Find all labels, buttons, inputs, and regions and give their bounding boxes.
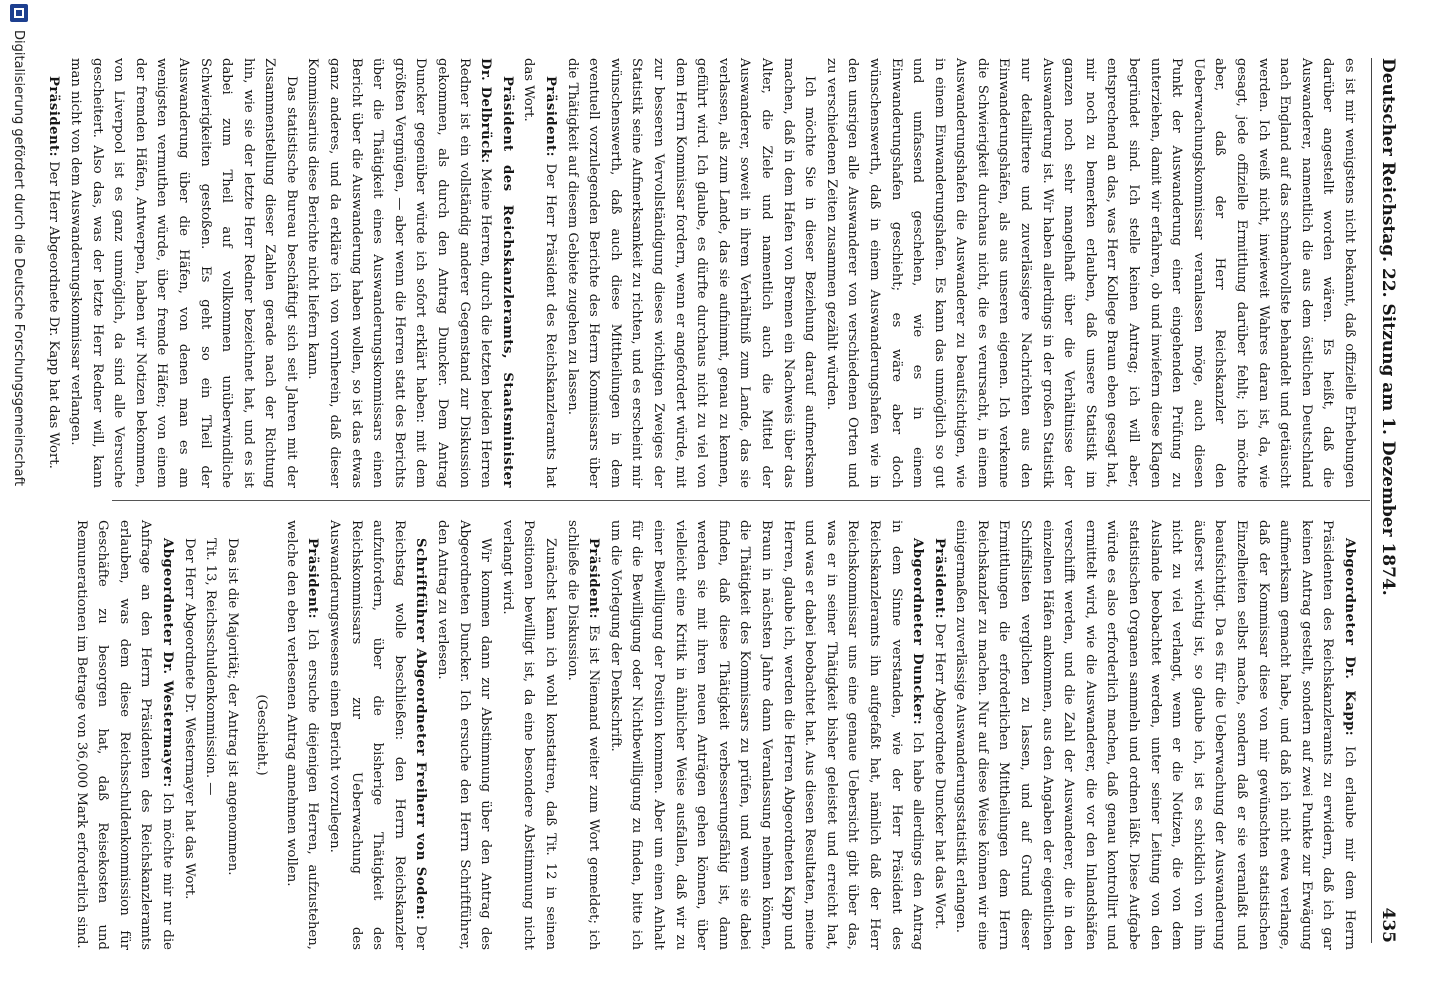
speech-text: Der Herr Abgeordnete Duncker hat das Wort. [931,623,947,930]
paragraph: Wir kommen dann zur Abstimmung über den Antrag des Abgeordneten Duncker. Ich ersuche den Herrn Schriftführer, den Antrag zu verlesen. [435,520,494,950]
speech-text: Es ist Niemand weiter zum Wort gemeldet; ich schließe die Diskussion. [564,520,602,950]
paragraph [928,520,950,950]
digitization-credit [4,0,34,1004]
page-number: 435 [1378,907,1398,943]
speaker-name: Abgeordneter Duncker: [910,538,926,726]
page-header [1376,58,1398,943]
stage-direction: (Geschieht.) [254,694,270,776]
speech-text: Der Herr Abgeordnete Dr. Kapp hat das Wort. [46,161,62,469]
speaker-name: Schriftführer Abgeordneter Freiherr von Soden: [413,538,429,921]
paragraph: Das ist die Majorität; der Antrag ist angenommen. [224,538,240,876]
paragraph [324,520,432,950]
paragraph: es ist mir wenigstens nicht bekannt, daß offizielle Erhebungen darüber angestellt worden wären. Es heißt, daß die Auswanderer, namentlich die aus dem östlichen Deutschland nach England auf das schmachvollste behandelt und getäuscht werden. Ich weiß nicht, inwieweit Wahres daran ist, da, wie gesagt, jede offizielle Ermittlung darüber fehlt; ich möchte aber, daß der Herr Reichskanzler den Ueberwachungskommissar veranlassen möge, auch diesen Punkt der Auswanderung einer eingehenden Prüfung zu unterziehen, damit wir erfahren, ob und inwiefern diese Klagen begründet sind. Ich stelle keinen Antrag; ich will aber, entsprechend an das, was Herr Kollege Braun eben gesagt hat, mir noch zu bemerken erlauben, daß unsere Statistik im ganzen noch sehr mangelhaft über die Verhältnisse der Auswanderung ist. Wir haben allerdings in der großen Statistik nur detaillirtere und zuverlässigere Nachrichten aus den Einwanderungshäfen, als aus unseren eigenen. Ich verkenne die Schwierigkeit durchaus nicht, die es verursacht, in einem Auswanderungshafen die Auswanderer zu beaufsichtigen, wie in einem Einwanderungshafen. Es kann das unmöglich so gut und umfassend geschehen, wie es in einem Einwanderungshafen geschieht; es wäre aber doch wünschenswerth, daß in einem Auswanderungshafen wie in den unsrigen alle Auswanderer von verschiedenen Orten und zu verschiedenen Zeiten zusammen gezählt würden. [823,58,1357,488]
paragraph [518,58,561,488]
dfg-logo-icon [10,4,28,22]
paragraph [70,520,178,950]
paragraph: Der Herr Abgeordnete Dr. Westermayer hat das Wort. [181,538,197,900]
speech-text: Ich ersuche diejenigen Herren, aufzustehen, welche den eben verlesenen Antrag annehmen wollen. [283,520,321,950]
header-rule [1371,58,1372,943]
right-column [70,520,1360,950]
column-divider [112,500,1370,501]
paragraph: Ich möchte Sie in dieser Beziehung darauf aufmerksam machen, daß in dem Hafen von Bremen ein Nachweis über das Alter, die Ziele und namentlich auch die Mittel der Auswanderer, soweit in ihrem Verhältniß zum Lande, das sie verlassen, als zum Lande, das sie aufnimmt, genau zu kennen, geführt wird. Ich glaube, es dürfte durchaus nicht zu viel von dem Herrn Kommissar fordern, wenn er angefordert würde, mit zur besseren Vervollständigung dieses wichtigen Zweiges der Statistik seine Aufmerksamkeit zu richten, und es erscheint mir wünschenswerth, daß auch diese Mittheilungen in dem eventuell vorzulegenden Berichte des Herrn Kommissars über die Thätigkeit auf diesem Gebiete zugehen zu lassen. [564,58,818,488]
paragraph [302,58,518,488]
paragraph [604,520,928,950]
running-head: Deutscher Reichstag. 22. Sitzung am 1. Dezember 1874. [1378,58,1398,596]
paragraph: Zunächst kann ich wohl konstatiren, daß Tit. 12 in seinen Positionen bewilligt ist, da eine besondere Abstimmung nicht verlangt wird. [499,520,559,950]
speaker-name: Präsident des Reichskanzleramts, Staatsminister Dr. Delbrück: [478,58,515,488]
credit-text: Digitalisierung gefördert durch die Deutsche Forschungsgemeinschaft [11,30,27,487]
speaker-name: Präsident: [543,76,559,158]
speaker-name: Präsident: [305,538,321,620]
speech-text: Ich erlaube mir dem Herrn Präsidenten des Reichskanzleramts zu erwidern, daß ich gar keinen Antrag gestellt, sondern auf zwei Punkte zur Erwägung aufmerksam gemacht habe, und daß ich nicht etwa verlange, daß der Kommissar diese von mir gewünschten statistischen Einzelheiten selbst mache, sondern daß er sie veranlaßt und beaufsichtigt. Da es für die Ueberwachung der Auswanderung äußerst wichtig ist, so glaube ich, ist es schicklich von ihm nicht zu viel verlangt, wenn er die Notizen, die von dem Auslande beobachtet werden, unter seiner Leitung von den statistischen Organen sammeln und ordnen läßt. Diese Aufgabe würde es also erforderlich machen, daß genau kontrollirt und ermittelt wird, wie die Auswanderer, die vor den Inlandshäfen verschifft werden, und die Zahl der Auswanderer, die in den einzelnen Häfen ankommen, aus den Angaben der eigentlichen Schiffslisten verglichen zu lassen, und auf Grund dieser Ermittlungen die erforderlichen Mittheilungen dem Herrn Reichskanzler zu machen. Nur auf diese Weise können wir eine einigermaßen zuverlässige Auswanderungsstatistik erlangen. [953,520,1357,951]
speaker-name: Präsident: [46,76,62,158]
speech-text: Meine Herren, durch die letzten beiden Herren Redner ist ein vollständig anderer Gegenstand zur Diskussion gekommen, als durch den Antrag Duncker. Dem Antrag Duncker gegenüber würde ich sofort erklärt haben: mit dem größten Vergnügen, — aber wenn die Herren statt des Berichts über die Thätigkeit eines Auswanderungskommissars einen Bericht über die Auswanderung haben wollen, so ist das etwas ganz anderes, und da erkläre ich von vornherein, daß dieser Kommissarius diese Berichte nicht liefern kann. [305,58,494,488]
paragraph: Das statistische Bureau beschäftigt sich seit Jahren mit der Zusammenstellung dieser Zahlen gerade nach der Richtung hin, wie sie der letzte Herr Redner bezeichnet hat, und es ist dabei zum Theil auf vollkommen unüberwindliche Schwierigkeiten gestoßen. Es geht so ein Theil der Auswanderung über die Häfen, von denen man es am wenigsten vermuthen würde, über fremde Häfen; von einem der fremden Häfen, Antwerpen, haben wir Notizen bekommen, von Liverpool ist es ganz unmöglich, da sind alle Versuche gescheitert. Also das, was der letzte Herr Redner will, kann man nicht von dem Auswanderungskommissar verlangen. [67,58,299,488]
paragraph [280,520,323,950]
paragraph [561,520,604,950]
paragraph: Tit. 13, Reichsschuldenkommission. — [203,538,219,796]
speaker-name: Abgeordneter Dr. Kapp: [1342,538,1357,737]
paragraph [43,58,65,488]
speaker-name: Präsident: [586,538,602,620]
speaker-name: Präsident: [931,538,947,620]
speech-text: Der Reichstag wolle beschließen: den Herrn Reichskanzler aufzufordern, über die bisherige Thätigkeit des Reichskommissars zur Ueberwachung des Auswanderungswesens einen Bericht vorzulegen. [327,520,429,950]
speech-text: Der Herr Präsident des Reichskanzleramts hat das Wort. [521,58,559,488]
speaker-name: Abgeordneter Dr. Westermayer: [159,538,175,788]
speech-text: Ich möchte mir nur die Anfrage an den Herrn Präsidenten des Reichskanzleramts erlauben, was dem diese Reichsschuldenkommission für Geschäfte zu besorgen hat, daß Reisekosten und Remunerationen im Betrage von 36,000 Mark erforderlich sind. [73,520,175,950]
left-column [43,58,1360,488]
paragraph [950,520,1360,950]
speech-text: Ich habe allerdings den Antrag in dem Sinne verstanden, wie der Herr Präsident des Reichskanzleramts ihn aufgefaßt hat, nämlich daß der Herr Reichskommissar uns eine genaue Uebersicht gibt über das, was er in seiner Thätigkeit bisher geleistet und erreicht hat, und was er dabei beobachtet hat. Aus diesen Resultaten, meine Herren, glaube ich, werden die Herren Abgeordneten Kapp und Braun in nächsten Jahre dann Veranlassung nehmen können, die Thätigkeit des Kommissars zu prüfen, und wenn sie dabei finden, daß diese Thätigkeit verbesserungsfähig ist, dann werden sie mit ihren neuen Anträgen gehen können, über vielleicht eine Kritik in ähnlicher Weise ausfallen, daß wir zu einer Bewilligung der Position kommen. Aber um einen Anhalt für die Bewilligung oder Nichtbewilligung zu finden, bitte ich um die Vorlegung der Denkschrift. [607,520,926,951]
